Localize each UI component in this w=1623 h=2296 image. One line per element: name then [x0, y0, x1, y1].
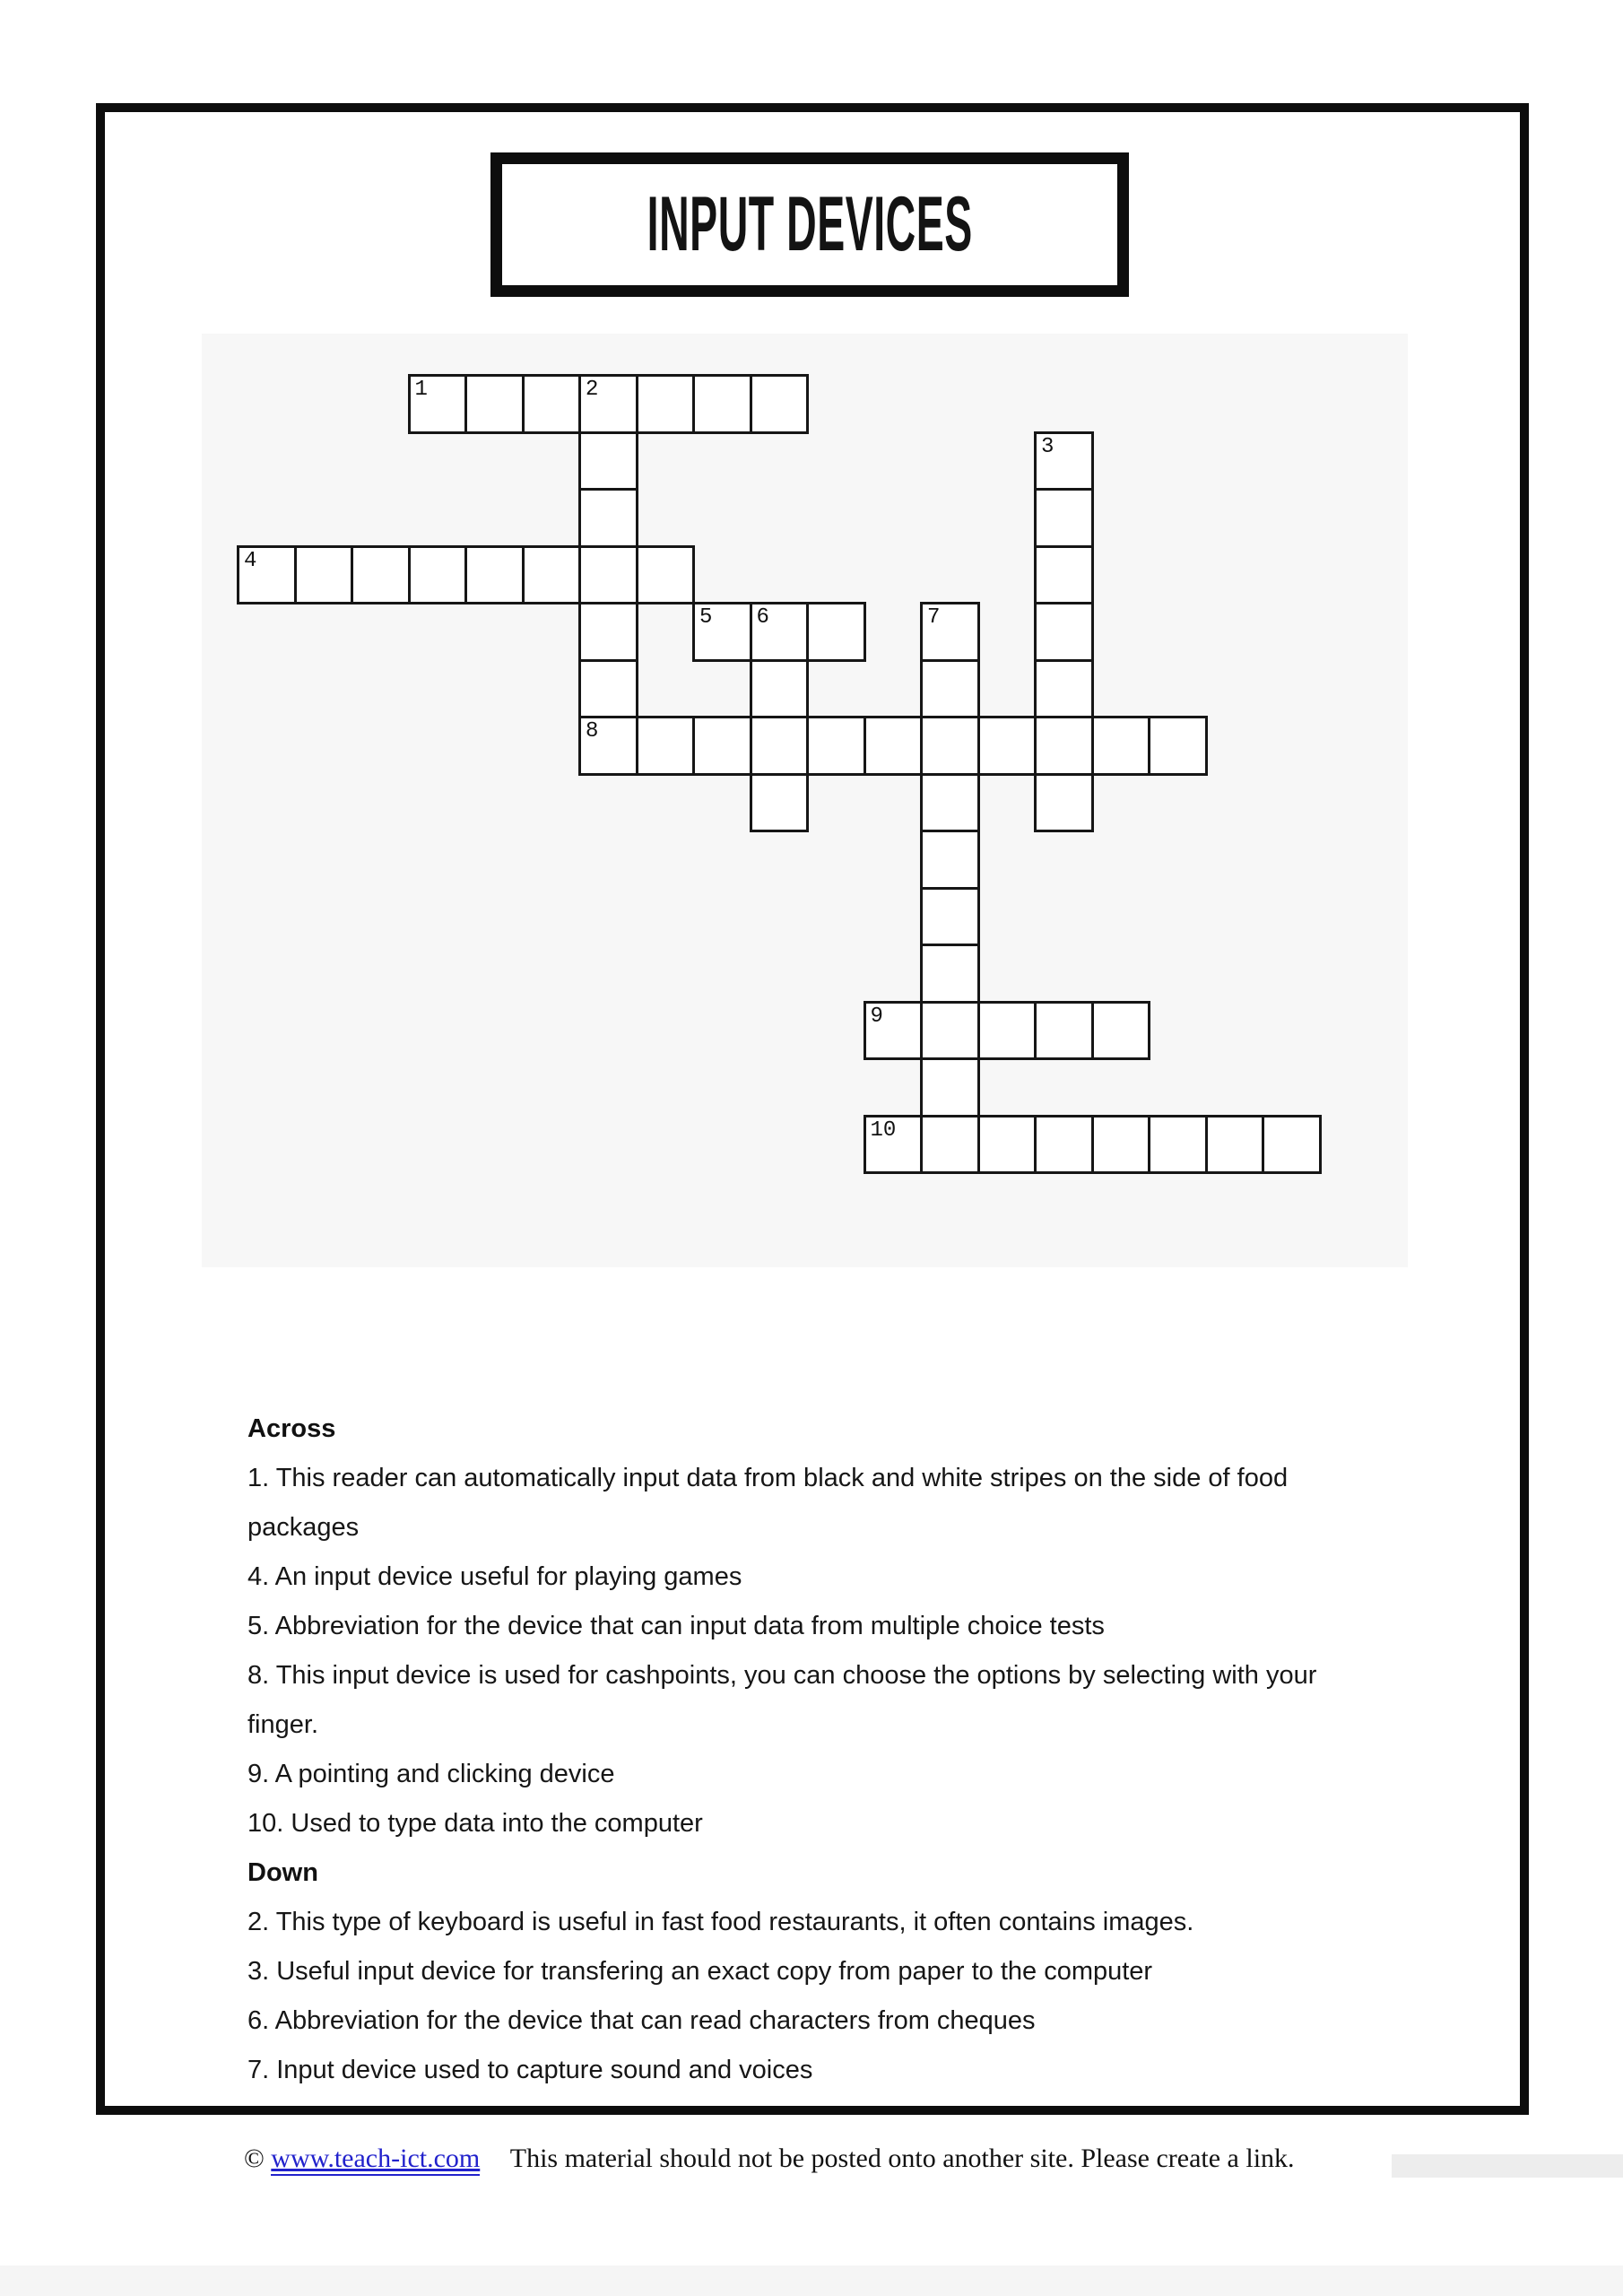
crossword-cell [294, 545, 354, 605]
crossword-cell [1034, 602, 1094, 662]
scan-shadow-artifact [1392, 2154, 1623, 2178]
teach-ict-link[interactable]: www.teach-ict.com [271, 2144, 480, 2176]
clue-line: 2. This type of keyboard is useful in fast food restaurants, it often contains images. [247, 1908, 1194, 1936]
crossword-cell [692, 374, 752, 434]
crossword-cell [750, 716, 810, 776]
crossword-cell [1091, 1115, 1151, 1175]
crossword-cell [1148, 716, 1208, 776]
clue-number-9: 9 [870, 1004, 883, 1029]
crossword-cell [864, 716, 924, 776]
crossword-cell [920, 887, 980, 947]
crossword-cell [920, 944, 980, 1004]
crossword-cell [464, 545, 525, 605]
crossword-cell [464, 374, 525, 434]
clue-number-3: 3 [1041, 434, 1055, 459]
clue-line: 10. Used to type data into the computer [247, 1809, 703, 1838]
crossword-cell [750, 374, 810, 434]
crossword-cell [408, 545, 468, 605]
crossword-cell [1034, 659, 1094, 719]
crossword-cell [578, 545, 638, 605]
crossword-cell [636, 374, 696, 434]
clue-line: 5. Abbreviation for the device that can input data from multiple choice tests [247, 1612, 1105, 1640]
clue-number-10: 10 [870, 1118, 897, 1143]
clue-heading: Down [247, 1858, 318, 1887]
crossword-cell [920, 659, 980, 719]
crossword-cell [977, 716, 1037, 776]
clue-line: 8. This input device is used for cashpoints, you can choose the options by selecting with your [247, 1661, 1317, 1690]
crossword-cell [351, 545, 411, 605]
crossword-cell [578, 431, 638, 491]
crossword-cell [578, 659, 638, 719]
page-title: INPUT DEVICES [647, 181, 973, 267]
crossword-cell [1034, 1001, 1094, 1061]
crossword-cell [806, 602, 866, 662]
crossword-cell [1148, 1115, 1208, 1175]
crossword-cell [1091, 716, 1151, 776]
clue-line: 1. This reader can automatically input data from black and white stripes on the side of food [247, 1464, 1289, 1492]
clue-number-8: 8 [586, 719, 599, 744]
crossword-cell [977, 1001, 1037, 1061]
crossword-cell [636, 545, 696, 605]
crossword-cell [1034, 716, 1094, 776]
clue-number-4: 4 [244, 548, 257, 573]
clue-line: packages [247, 1513, 360, 1542]
clue-heading: Across [247, 1414, 336, 1443]
clues-section [247, 1405, 1316, 2095]
crossword-cell [522, 374, 582, 434]
crossword-cell [522, 545, 582, 605]
clue-line: 4. An input device useful for playing games [247, 1562, 742, 1591]
crossword-cell [920, 1115, 980, 1175]
crossword-cell [920, 773, 980, 833]
crossword-cell [1034, 773, 1094, 833]
crossword-cell [806, 716, 866, 776]
clue-line: finger. [247, 1710, 318, 1739]
clue-line: 3. Useful input device for transfering an exact copy from paper to the computer [247, 1957, 1153, 1986]
crossword-cell [578, 602, 638, 662]
crossword-cell [1034, 545, 1094, 605]
clue-number-5: 5 [699, 605, 713, 630]
crossword-cell [977, 1115, 1037, 1175]
clue-number-1: 1 [414, 378, 428, 402]
crossword-cell [920, 830, 980, 890]
crossword-cell [750, 773, 810, 833]
crossword-cell [1205, 1115, 1265, 1175]
crossword-cell [920, 716, 980, 776]
crossword-cell [1262, 1115, 1322, 1175]
clue-number-7: 7 [927, 605, 941, 630]
crossword-cell [1091, 1001, 1151, 1061]
crossword-cell [1034, 1115, 1094, 1175]
clue-line: 7. Input device used to capture sound and voices [247, 2056, 813, 2084]
crossword-cell [578, 488, 638, 548]
footer-notice: This material should not be posted onto another site. Please create a link. [509, 2144, 1295, 2173]
clue-number-2: 2 [586, 378, 599, 402]
title-box [490, 152, 1129, 297]
crossword-cell [920, 1057, 980, 1118]
crossword-cell [636, 716, 696, 776]
footer [244, 2144, 1295, 2174]
crossword-cell [1034, 488, 1094, 548]
crossword-cell [920, 1001, 980, 1061]
clue-number-6: 6 [756, 605, 769, 630]
clue-line: 9. A pointing and clicking device [247, 1760, 615, 1788]
clue-line: 6. Abbreviation for the device that can read characters from cheques [247, 2006, 1036, 2035]
page-bottom-shade [0, 2266, 1623, 2296]
copyright-symbol: © [244, 2144, 265, 2173]
crossword-cell [692, 716, 752, 776]
crossword-cell [750, 659, 810, 719]
